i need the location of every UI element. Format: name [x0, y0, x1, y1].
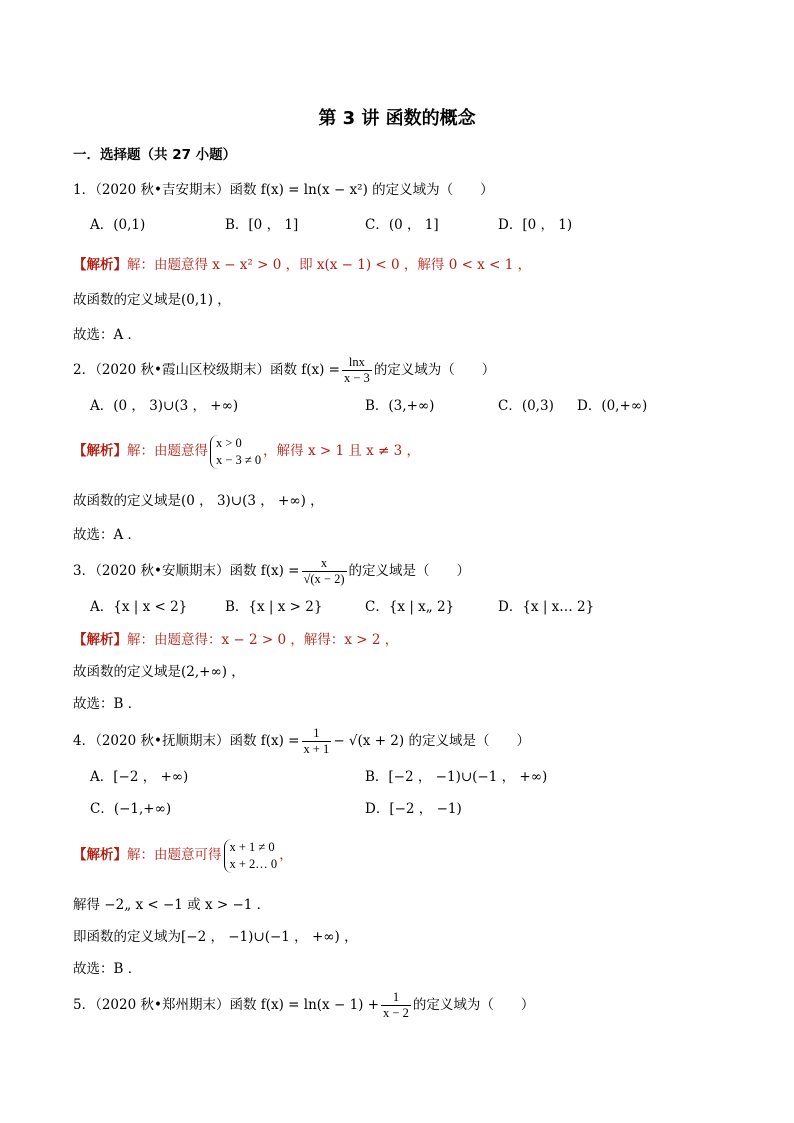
q4-solve: 解得 −2„ x < −1 或 x > −1 ．: [73, 897, 271, 913]
q4-sys-line-1: x + 1 ≠ 0: [229, 839, 275, 854]
q4-option-a: A．[−2 ， +∞): [90, 769, 189, 785]
q1-analysis: [73, 256, 531, 274]
analysis-tag: 【解析】: [73, 443, 127, 459]
q2-frac-den: x − 3: [344, 371, 370, 385]
q3-option-a: A．{x | x < 2}: [90, 599, 188, 615]
question-5-stem: [73, 990, 534, 1021]
q3-option-d: D．{x | x… 2}: [498, 599, 595, 615]
q2-answer: 故选：A ．: [73, 527, 142, 543]
q5-fraction: [381, 990, 411, 1021]
q4-analysis-pre: 解：由题意可得: [127, 847, 222, 863]
q2-stem-pre: 2．（2020 秋•霞山区校级期末）函数 f(x) =: [73, 362, 340, 378]
q2-frac-num: lnx: [348, 355, 365, 369]
q5-stem-pre: 5．（2020 秋•郑州期末）函数 f(x) = ln(x − 1) +: [73, 997, 380, 1013]
q3-result: 故函数的定义域是(2,+∞) ，: [73, 664, 245, 680]
q4-fraction: [302, 726, 332, 757]
q5-stem-post: 的定义域为（ ）: [412, 997, 535, 1013]
q5-frac-den: x − 2: [383, 1006, 409, 1020]
q2-analysis-post: ，解得 x > 1 且 x ≠ 3 ，: [263, 443, 421, 459]
q2-stem-post: 的定义域为（ ）: [373, 362, 496, 378]
q3-answer: 故选：B ．: [73, 696, 142, 712]
q2-sys-line-1: x > 0: [216, 435, 242, 450]
q1-option-c: C．(0 ， 1]: [365, 217, 439, 233]
section-heading: 一．选择题（共 27 小题）: [73, 147, 237, 163]
q4-stem-pre: 4．（2020 秋•抚顺期末）函数 f(x) =: [73, 733, 300, 749]
q3-frac-num: x: [320, 556, 328, 570]
q2-option-a: A．(0 ， 3)∪(3 ， +∞): [90, 398, 239, 414]
analysis-tag: 【解析】: [73, 257, 127, 273]
q4-stem-mid: − √(x + 2) 的定义域是（ ）: [333, 733, 530, 749]
q2-result: 故函数的定义域是(0 ， 3)∪(3 ， +∞) ，: [73, 493, 324, 509]
q3-analysis: [73, 631, 398, 649]
q4-analysis-post: ，: [279, 847, 293, 863]
q1-option-b: B．[0 ， 1]: [225, 217, 299, 233]
question-2-stem: [73, 355, 495, 386]
q2-analysis-pre: 解：由题意得: [127, 443, 208, 459]
q4-result: 即函数的定义域为[−2 ， −1)∪(−1 ， +∞) ，: [73, 929, 358, 945]
q3-stem-pre: 3．（2020 秋•安顺期末）函数 f(x) =: [73, 563, 300, 579]
q3-frac-den: √(x − 2): [303, 572, 345, 586]
q1-answer: 故选：A ．: [73, 327, 142, 343]
q3-option-c: C．{x | x„ 2}: [365, 599, 455, 615]
q1-analysis-text: 解：由题意得 x − x² > 0 ，即 x(x − 1) < 0 ，解得 0 < x < 1 ，: [127, 257, 532, 273]
q4-frac-num: 1: [313, 726, 320, 740]
q3-fraction: [302, 556, 347, 587]
q2-option-c: C．(0,3): [498, 398, 554, 414]
q4-analysis: [73, 838, 293, 873]
q5-frac-num: 1: [392, 990, 400, 1004]
q1-option-a: A．(0,1): [90, 217, 146, 233]
question-3-stem: [73, 556, 470, 587]
q4-option-b: B．[−2 ， −1)∪(−1 ， +∞): [365, 769, 548, 785]
q2-equation-system: [210, 435, 261, 469]
q4-answer: 故选：B ．: [73, 961, 142, 977]
q1-option-d: D．[0 ， 1): [498, 217, 573, 233]
q4-option-d: D．[−2 ， −1): [365, 801, 462, 817]
q3-stem-post: 的定义域是（ ）: [348, 563, 470, 579]
q3-analysis-text: 解：由题意得：x − 2 > 0 ，解得：x > 2 ，: [127, 632, 399, 648]
analysis-tag: 【解析】: [73, 847, 127, 863]
question-4-stem: [73, 726, 530, 757]
q4-equation-system: [224, 839, 278, 873]
q4-frac-den: x + 1: [303, 742, 330, 756]
q4-sys-line-2: x + 2… 0: [229, 856, 278, 871]
q2-sys-line-2: x − 3 ≠ 0: [216, 452, 262, 467]
q2-fraction: [342, 355, 372, 386]
analysis-tag: 【解析】: [73, 632, 127, 648]
q2-option-d: D．(0,+∞): [577, 398, 648, 414]
question-1-stem: 1．（2020 秋•吉安期末）函数 f(x) = ln(x − x²) 的定义域为（ ）: [73, 182, 494, 198]
q1-result: 故函数的定义域是(0,1) ，: [73, 292, 231, 308]
q2-analysis: [73, 434, 420, 469]
q2-option-b: B．(3,+∞): [365, 398, 435, 414]
q3-option-b: B．{x | x > 2}: [225, 599, 323, 615]
lesson-title: 第 3 讲 函数的概念: [318, 108, 476, 129]
q4-option-c: C．(−1,+∞): [90, 801, 172, 817]
